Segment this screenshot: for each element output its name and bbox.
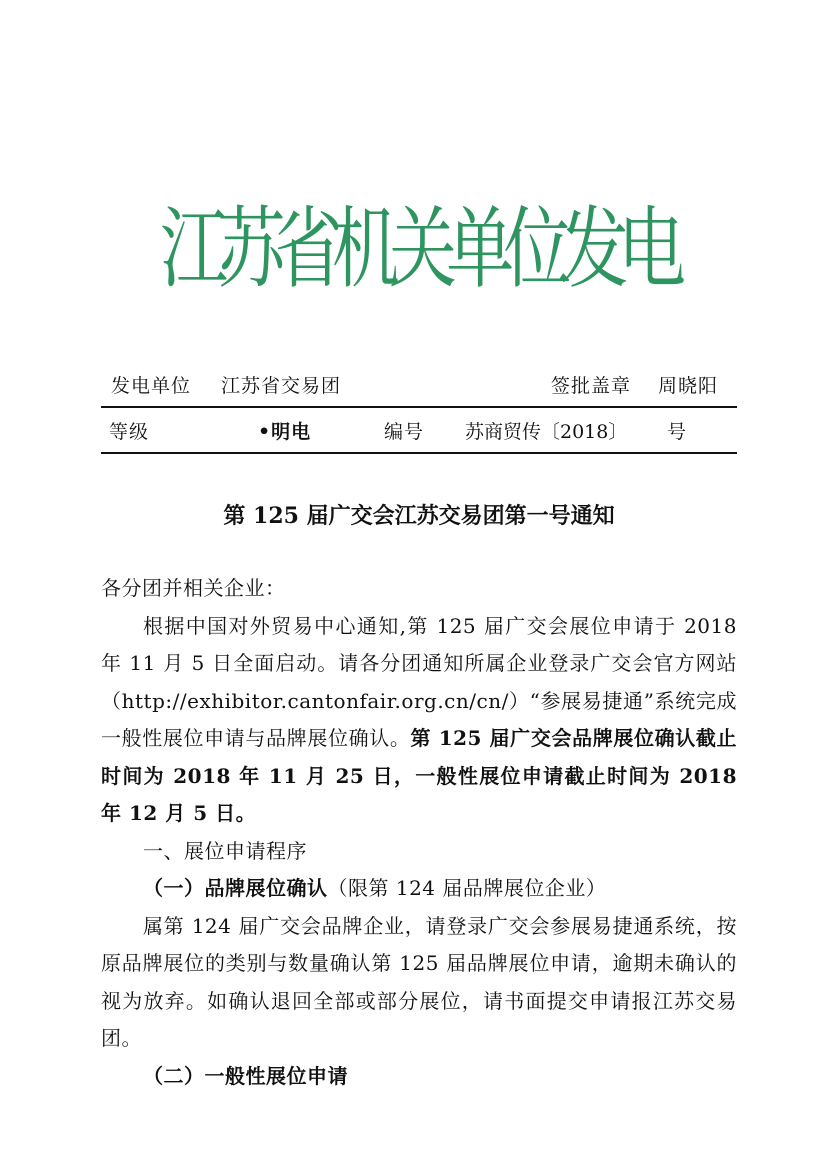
- masthead-char: 发: [560, 199, 629, 302]
- number-value: 苏商贸传〔2018〕: [465, 421, 628, 443]
- number-suffix: 号: [667, 421, 688, 443]
- paragraph-brand-booth: 属第 124 届广交会品牌企业，请登录广交会参展易捷通系统，按原品牌展位的类别与数量确认第 125 届品牌展位申请，逾期未确认的视为放弃。如确认退回全部或部分展位，请书面提交申请报江苏交易团。: [101, 913, 737, 1050]
- masthead-char: 关: [389, 199, 458, 302]
- subsection-heading-1: [101, 870, 737, 908]
- paragraph-intro: [101, 608, 737, 833]
- subsection-heading-1-bold: （一）品牌展位确认: [143, 876, 328, 900]
- number-label: 编号: [384, 421, 425, 443]
- document-title: 第 125 届广交会江苏交易团第一号通知: [223, 503, 615, 529]
- document-body: [101, 570, 737, 1095]
- salutation: 各分团并相关企业：: [101, 576, 286, 600]
- level-value: •明电: [258, 421, 312, 443]
- masthead-char: 省: [274, 199, 343, 302]
- sender-label: 发电单位: [111, 375, 192, 397]
- header-row-sender: [101, 371, 737, 399]
- masthead-char: 苏: [217, 199, 286, 302]
- header-divider-bottom: [101, 452, 737, 454]
- approval-value: 周晓阳: [658, 375, 719, 397]
- masthead-char: 位: [503, 199, 572, 302]
- section-heading: 一、展位申请程序: [143, 838, 307, 863]
- subsection-heading-2: （二）一般性展位申请: [143, 1063, 348, 1088]
- header-divider-top: [101, 406, 737, 408]
- level-label: 等级: [109, 421, 150, 443]
- header-row-level: [101, 417, 737, 445]
- sender-value: 江苏省交易团: [221, 375, 342, 397]
- masthead-char: 机: [331, 199, 400, 302]
- masthead-char: 江: [160, 199, 229, 302]
- subsection-heading-1-note: （限第 124 届品牌展位企业）: [327, 876, 607, 900]
- paragraph-intro-deadline: 第 125 届广交会品牌展位确认截止时间为 2018 年 11 月 25 日，一般性展位申请截止时间为 2018 年 12 月 5 日。: [101, 726, 737, 825]
- masthead-char: 单: [446, 199, 515, 302]
- masthead-char: 电: [618, 199, 687, 302]
- approval-label: 签批盖章: [551, 375, 632, 397]
- masthead-title: [160, 180, 687, 323]
- paragraph-intro-text: 根据中国对外贸易中心通知,第 125 届广交会展位申请于 2018 年 11 月 5 日全面启动。请各分团通知所属企业登录广交会官方网站（http://exhibitor.cantonfair.org.cn/cn/）“参展易捷通”系统完成一般性展位申请与品牌展位确认。: [101, 613, 737, 750]
